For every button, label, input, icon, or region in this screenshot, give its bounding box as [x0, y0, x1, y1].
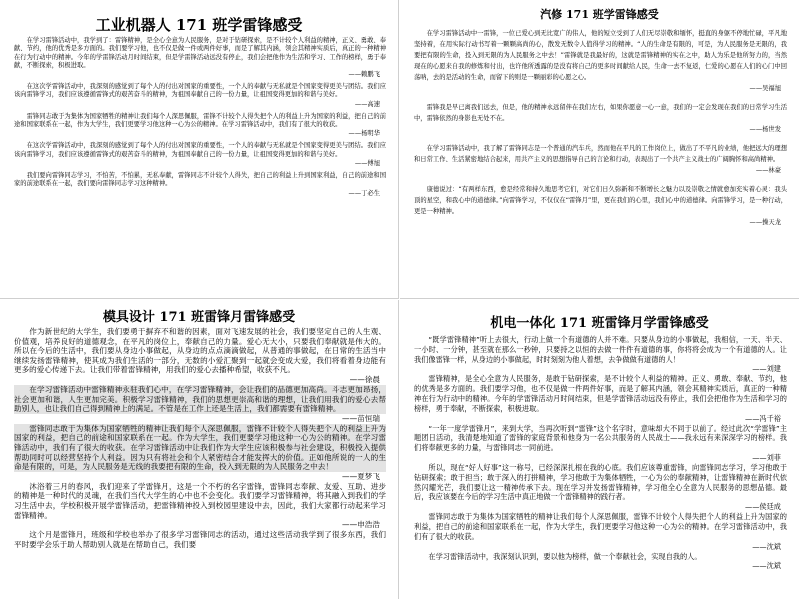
- paragraph: “一年一度学雷锋月”，来到大学，当再次听到“雷锋”这个名字时，意味却大不同于以前了。经过此次“学雷锋”主题团日活动，我清楚地知道了雷锋的家庭背景和他身为一名公共服务的人民战士——我永远有来深深学习的榜样。我们将奉献更多的力量，与雷锋同志一同前进。: [414, 423, 787, 453]
- panel-mold-design: [0, 300, 399, 599]
- signature: ——吴福旭: [749, 85, 781, 92]
- paragraph: 沐浴着三月的春风，我们迎来了学雷锋月，这是一个不朽的名字雷锋，雷锋同志奉献、友爱、互助、进步的精神是一种时代的灵魂，在我们当代大学生的心中也不会变化。我们要学习雷锋精神，将其融入到我们的学习生活中去，学校积极开展学雷锋活动，把雷锋精神投入到校园里建设中去，因此，我们大家都行动起来学习雷锋精神。: [14, 481, 386, 520]
- signature: ——申浩浩: [342, 520, 380, 530]
- signature: ——沈斌: [752, 561, 781, 571]
- signature: ——杨世发: [749, 126, 781, 133]
- paragraph: 雷锋同志敢于为集体为国家牺牲的精神让我们每个人深思佩服，雷锋不计较个人得失把个人的利益上升为国家的利益，把自己的前途和国家联系在一起。作为大学生，我们更要学习他这种一心为公的精神。在学习雷锋活动中，我们有了很大的收获。在学习雷锋活动中让我们作为大学生应该积极参与社会建设，积极投入提供帮助同时可以经营坚持个人利益。因为只有将社会和个人紧密结合才能发挥大的价值。正如他所说的一人的生命是有限的，可是，为人民服务是无线的我要把有限的生命，投入到无限的为人民服务之中去！: [14, 423, 386, 472]
- panel-title: 模具设计 171 班雷锋月雷锋感受: [102, 310, 296, 325]
- paragraph: 在这次学雷锋活动中，我深刻的感觉到了每个人的付出对国家的重要性，一个人的奉献与无私就是个国家变得更美与团结。我们应该向雷锋学习，我们应该遵循雷锋式的艰苦奋斗的精神，为祖国奉献自己的一份力量，让祖国变得更加的和谐与美好。: [14, 142, 386, 158]
- paragraph: 在这次学雷锋活动中，我深刻的感觉到了每个人的付出对国家的重要性，一个人的奉献与无私就是个国家变得更美与团结。我们应该向雷锋学习，我们应该遵循雷锋式的艰苦奋斗的精神，为祖国奉献自己的一份力量，让祖国变得更加的和谐与美好。: [14, 83, 386, 99]
- signature: ——夏梦飞: [342, 471, 380, 481]
- panel-industrial-robot: [0, 0, 399, 299]
- panel-content: [0, 327, 398, 549]
- paragraph: 我们要向雷锋同志学习，不怕苦，不怕累，无私奉献，雷锋同志不计较个人得失，把自己的利益上升到国家利益，自己的前途和国家的前途联系在一起，我们要向雷锋同志学习这种精神。: [14, 171, 386, 188]
- signature: ——沈斌: [752, 541, 781, 551]
- paragraph: 这个月是雷锋月，班级和学校也举办了很多学习雷锋同志的活动，通过这些活动我学到了很多东西，我们平时要学会乐于助人帮助别人就是在帮助自己，我们要: [14, 530, 386, 549]
- signature: ——高速: [354, 100, 380, 108]
- paragraph: 雷锋精神，是全心全意为人民服务，是敢于钻研探索，是不计较个人利益的精神。正义、勇敢、奉献、节约，他的优秀是多方面的。我们要学习他，也不仅是做一件两件好事，而是了解其内涵，领会其精神实质后，真正的一种精神在行为行动中的精神。今年的学雷锋活动月时间结束，但是学雷锋活动远没有停止，我们会把他作为生活和学习的榜样，勇于奉献，不断探索，积极进取。: [414, 374, 787, 413]
- signature: ——操天龙: [749, 219, 781, 226]
- signature: ——刘菲: [752, 452, 781, 462]
- paragraph: “既学雷锋精神”听上去很大，行动上做一个有道德的人并不难。只要从身边的小事做起，我相信，一天、半天、一小时、一分钟，甚至就在那么一秒钟，只要持之以恒的去做一件件有道德的事，你将将会成为一个有道德的人。让我们像雷锋一样，从身边的小事做起，时时刻刻为他人着想，去争做做有道德的人！: [414, 335, 787, 364]
- paragraph: 在学习雷锋活动中，我深刻认识到，要以他为榜样，做一个奉献社会，实现自我的人。: [428, 551, 702, 561]
- panel-title: 机电一体化 171 班雷锋月学雷锋感受: [490, 316, 709, 331]
- paragraph: 在学习雷锋活动中一雷锋，一位已爱心到无比宽广的伟人，他的短立受到了人们无尽崇敬和缅怀，挺直的身躯不停地忙碌，平凡地坚持着，在用实际行动书写着一颗颗高尚的心，散发无数令人值得学习的精神。“人的生命是有限的，可是，为人民服务是无限的，我要把有限的生命，投入到无限的为人民服务之中去！”雷锋就是我最好的，这就是雷锋精神的实在之中，助人为乐是他所努力的，当然现在的心愿来自我的修炼和付出，也许他所透露的是没有将自己的更多时间献给人民，生命一去不复返，仁爱的心愿在人们的心门中回荡呐，去的是活动的生命，而留下的则是一颗丽彩的心愿之心。: [414, 30, 787, 81]
- signature: ——侯廷成: [745, 502, 781, 512]
- signature: ——丁必生: [348, 189, 380, 197]
- paragraph: 雷锋我是早已离我们远去，但是，他的精神永远留伴在我们左右，如果你愿意一心一意，我们的一定会发现在我们的日常学习生活中，雷锋依然的身影也无处不在。: [414, 104, 787, 122]
- panel-content: [400, 335, 799, 571]
- signature: ——林豪: [755, 167, 781, 174]
- signature: ——杨明华: [348, 130, 380, 138]
- signature: ——苗恒瑞: [342, 413, 380, 423]
- signature: ——冯千裕: [745, 413, 781, 423]
- signature: ——刘建: [752, 364, 781, 374]
- signature: ——赖鹏飞: [348, 71, 380, 79]
- signature: ——傅旭: [354, 159, 380, 167]
- paragraph: 康德说过：“有两样东西，愈是经常和持久地思考它们，对它们日久弥新和不断增长之魅力以及崇敬之情就愈加充实着心灵：我头顶的星空，和我心中的道德律。”向雷锋学习，不仅仅在“雷锋月”里，更在我们的心里，我们心中的道德律。向雷锋学习，是一种行动，更是一种精神。: [414, 186, 787, 215]
- paragraph: 在学习雷锋活动中，我了解了雷锋同志是一个普通的汽车兵，然而他在平凡的工作岗位上，做出了不平凡的业绩，他把远大的理想和日常工作、生活紧密地结合起来，用共产主义的思想指导自己的言论和行动，表现出了一个共产主义战士的广阔胸怀和高尚精神。: [414, 145, 787, 163]
- paragraph: 雷锋同志敢于为集体为国家牺牲的精神让我们每个人深思佩服，雷锋不计较个人得失把个人的利益上升为国家的利益，把自己的前途和国家联系在一起，作为大学生，我们更要学习他这种一心为公的精神。在学习雷锋活动中，我们有了很大的收获。: [414, 512, 787, 541]
- panel-content: [400, 28, 799, 228]
- panel-title: 汽修 171 班学雷锋感受: [540, 8, 659, 21]
- signature: ——徐晨: [349, 374, 380, 384]
- panel-content: [0, 37, 398, 198]
- paragraph: 雷锋同志敢于为集体为国家牺牲的精神让我们每个人深思佩服，雷锋不计较个人得失把个人的利益上升为国家的利益，把自己的前途和国家联系在一起，作为大学生，我们更要学习他这种一心为公的精神。在学习雷锋活动中，我们有了很大的收获。: [14, 112, 386, 129]
- paragraph: 作为新世纪的大学生，我们要勇于摒弃不和谐的因素，面对飞速发展的社会，我们要坚定自己的人生观、价值观，培养良好的道德观念，在平凡的岗位上，奉献自己的力量。爱心无大小，只要我们奉献就是伟大的。所以在今后的生活中，我们要从身边小事做起，从身边的点点滴滴做起，从普通的事做起，在日常的生活当中继续发扬雷锋精神，使其成为我们生活的一部分，无数的小爱汇聚到一起就会变成大爱，我们将看着身边能有更多的爱心传递下去。让我们带着雷锋精神，用我们的爱心去播种希望，收获不凡。: [14, 327, 386, 375]
- paragraph: 所以，现在“好人好事”这一称号，已经深深扎根在我的心底。我们应该尊重雷锋，向雷锋同志学习，学习他敢于钻研探索；敢于担当；敢于深入的打拼精神，学习他敢于为集体牺牲，一心为公的奉献精神，让雷锋精神在新时代依然闪耀光芒，我们要让这一精神传承下去。现在学习并发扬雷锋精神，学习他全心全意为人民服务的思想品德。最后，我应该要在今后的学习生活中真正地做一个雷锋精神的践行者。: [414, 462, 787, 502]
- panel-title: 工业机器人 171 班学雷锋感受: [95, 16, 303, 34]
- panel-mechatronics: [400, 300, 799, 599]
- paragraph: 在学习雷锋活动中雷锋精神永驻我们心中，在学习雷锋精神，会让我们的品德更加高尚。斗志更加昂扬，社会更加和谐，人生更加完美。积极学习雷锋精神，我们的思想更崇高和谐的理想，让我们用我们的爱心去帮助别人，也让我们自己得到精神上的满足。不管是在工作上还是生活上，我们都需要有雷锋精神。: [14, 384, 386, 414]
- panel-auto-repair: [400, 0, 799, 299]
- paragraph: 在学习雷锋活动中，我学到了：雷锋精神，是全心全意为人民服务，是对于钻研探索，是不计较个人利益的精神，正义、勇敢、奉献、节约，他的优秀是多方面的。我们要学习他，也不仅是做一件或两件好事，而是了解其内涵，领会其精神实质后，真正的一种精神在行为行动中的精神。今年的学雷锋活动月时间结束，但是学雷锋活动远没有停止，我们会把他作为生活和学习、工作的榜样，勇于奉献，不断探索，积极进取。: [14, 37, 386, 69]
